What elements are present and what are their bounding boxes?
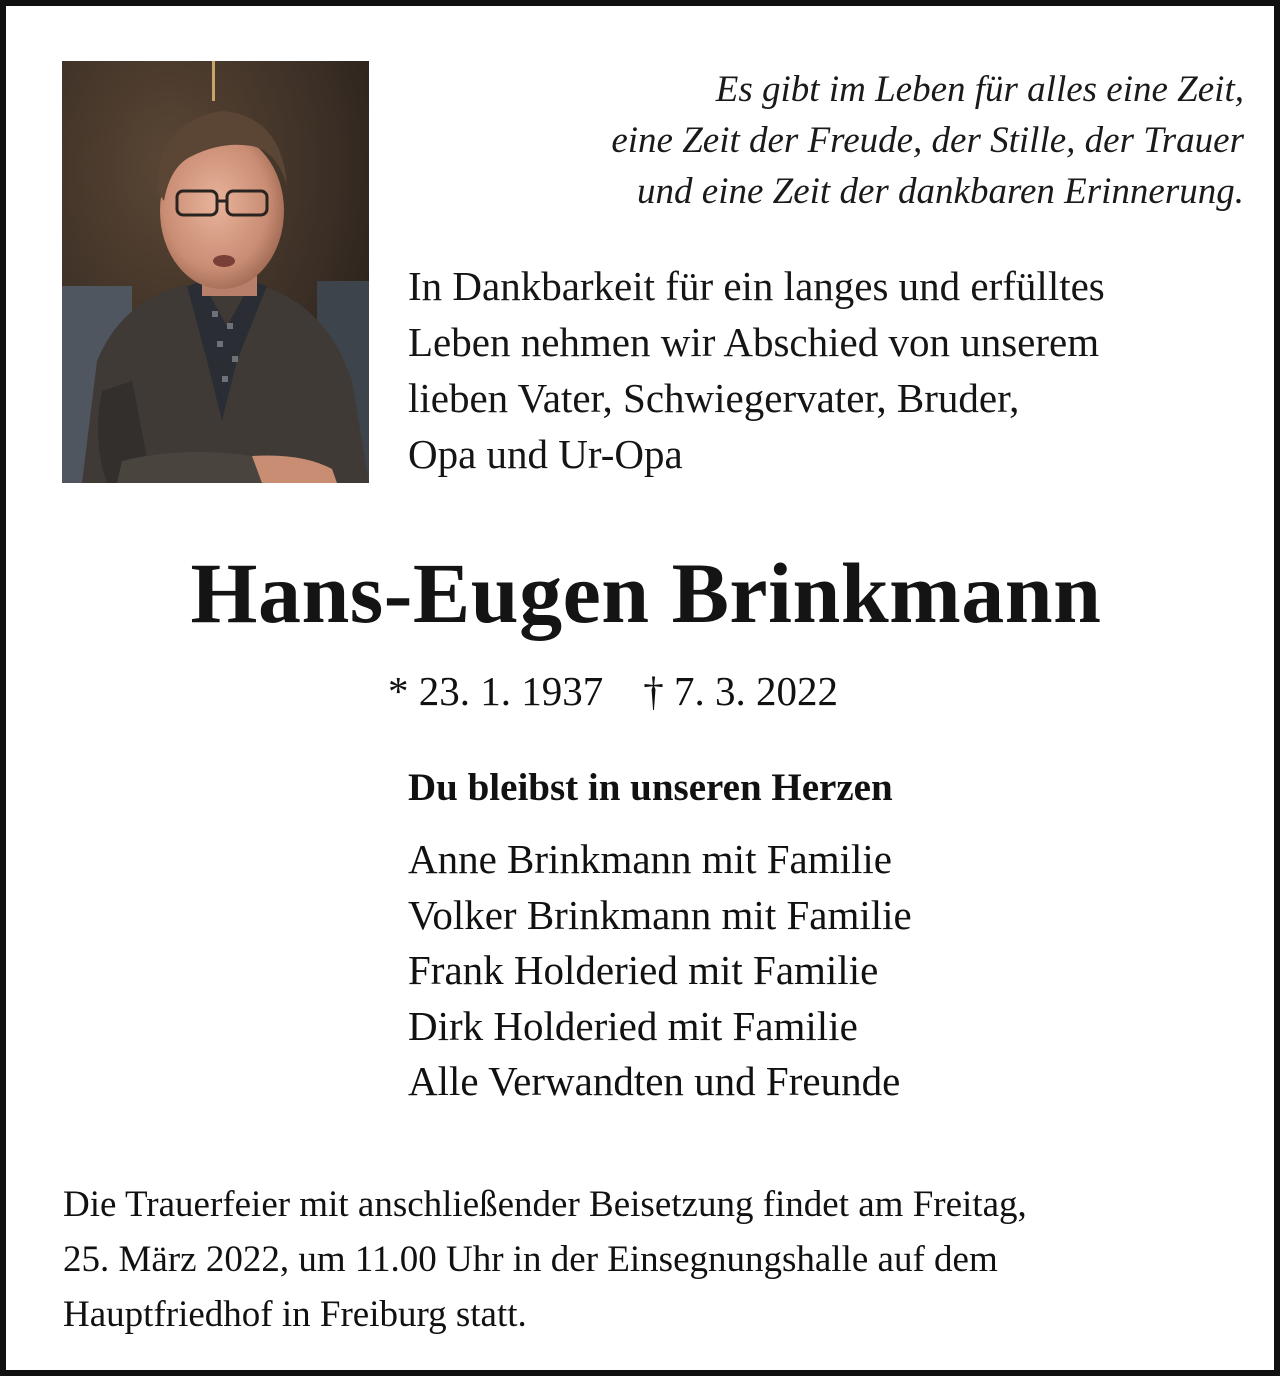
list-item: Volker Brinkmann mit Familie — [408, 891, 912, 938]
quote-line: Es gibt im Leben für alles eine Zeit, — [715, 69, 1244, 110]
funeral-line: Die Trauerfeier mit anschließender Beisetzung findet am Freitag, — [63, 1184, 1027, 1225]
portrait-image — [62, 61, 369, 483]
life-dates — [388, 666, 838, 716]
quote-line: eine Zeit der Freude, der Stille, der Trauer — [611, 120, 1244, 161]
list-item: Frank Holderied mit Familie — [408, 947, 879, 993]
funeral-line: Hauptfriedhof in Freiburg statt. — [63, 1294, 527, 1335]
quote — [424, 64, 1244, 217]
portrait-photo — [62, 61, 369, 483]
deceased-name: Hans-Eugen Brinkmann — [190, 545, 1102, 641]
tagline: Du bleibst in unseren Herzen — [408, 766, 893, 809]
intro-line: Leben nehmen wir Abschied von unserem — [408, 319, 1100, 365]
intro-line: Opa und Ur-Opa — [408, 431, 683, 477]
intro-line: In Dankbarkeit für ein langes und erfülltes — [408, 263, 1105, 309]
mourners-list — [408, 832, 1228, 1110]
list-item: Alle Verwandten und Freunde — [408, 1058, 901, 1104]
list-item: Anne Brinkmann mit Familie — [408, 836, 892, 882]
quote-line: und eine Zeit der dankbaren Erinnerung. — [637, 171, 1244, 212]
funeral-notice — [63, 1177, 1243, 1342]
intro-line: lieben Vater, Schwiegervater, Bruder, — [408, 375, 1020, 421]
intro-text — [408, 258, 1258, 482]
funeral-line: 25. März 2022, um 11.00 Uhr in der Einsegnungshalle auf dem — [63, 1239, 998, 1280]
birth-date: * 23. 1. 1937 — [388, 668, 604, 714]
list-item: Dirk Holderied mit Familie — [408, 1002, 858, 1049]
death-date: † 7. 3. 2022 — [643, 668, 838, 714]
